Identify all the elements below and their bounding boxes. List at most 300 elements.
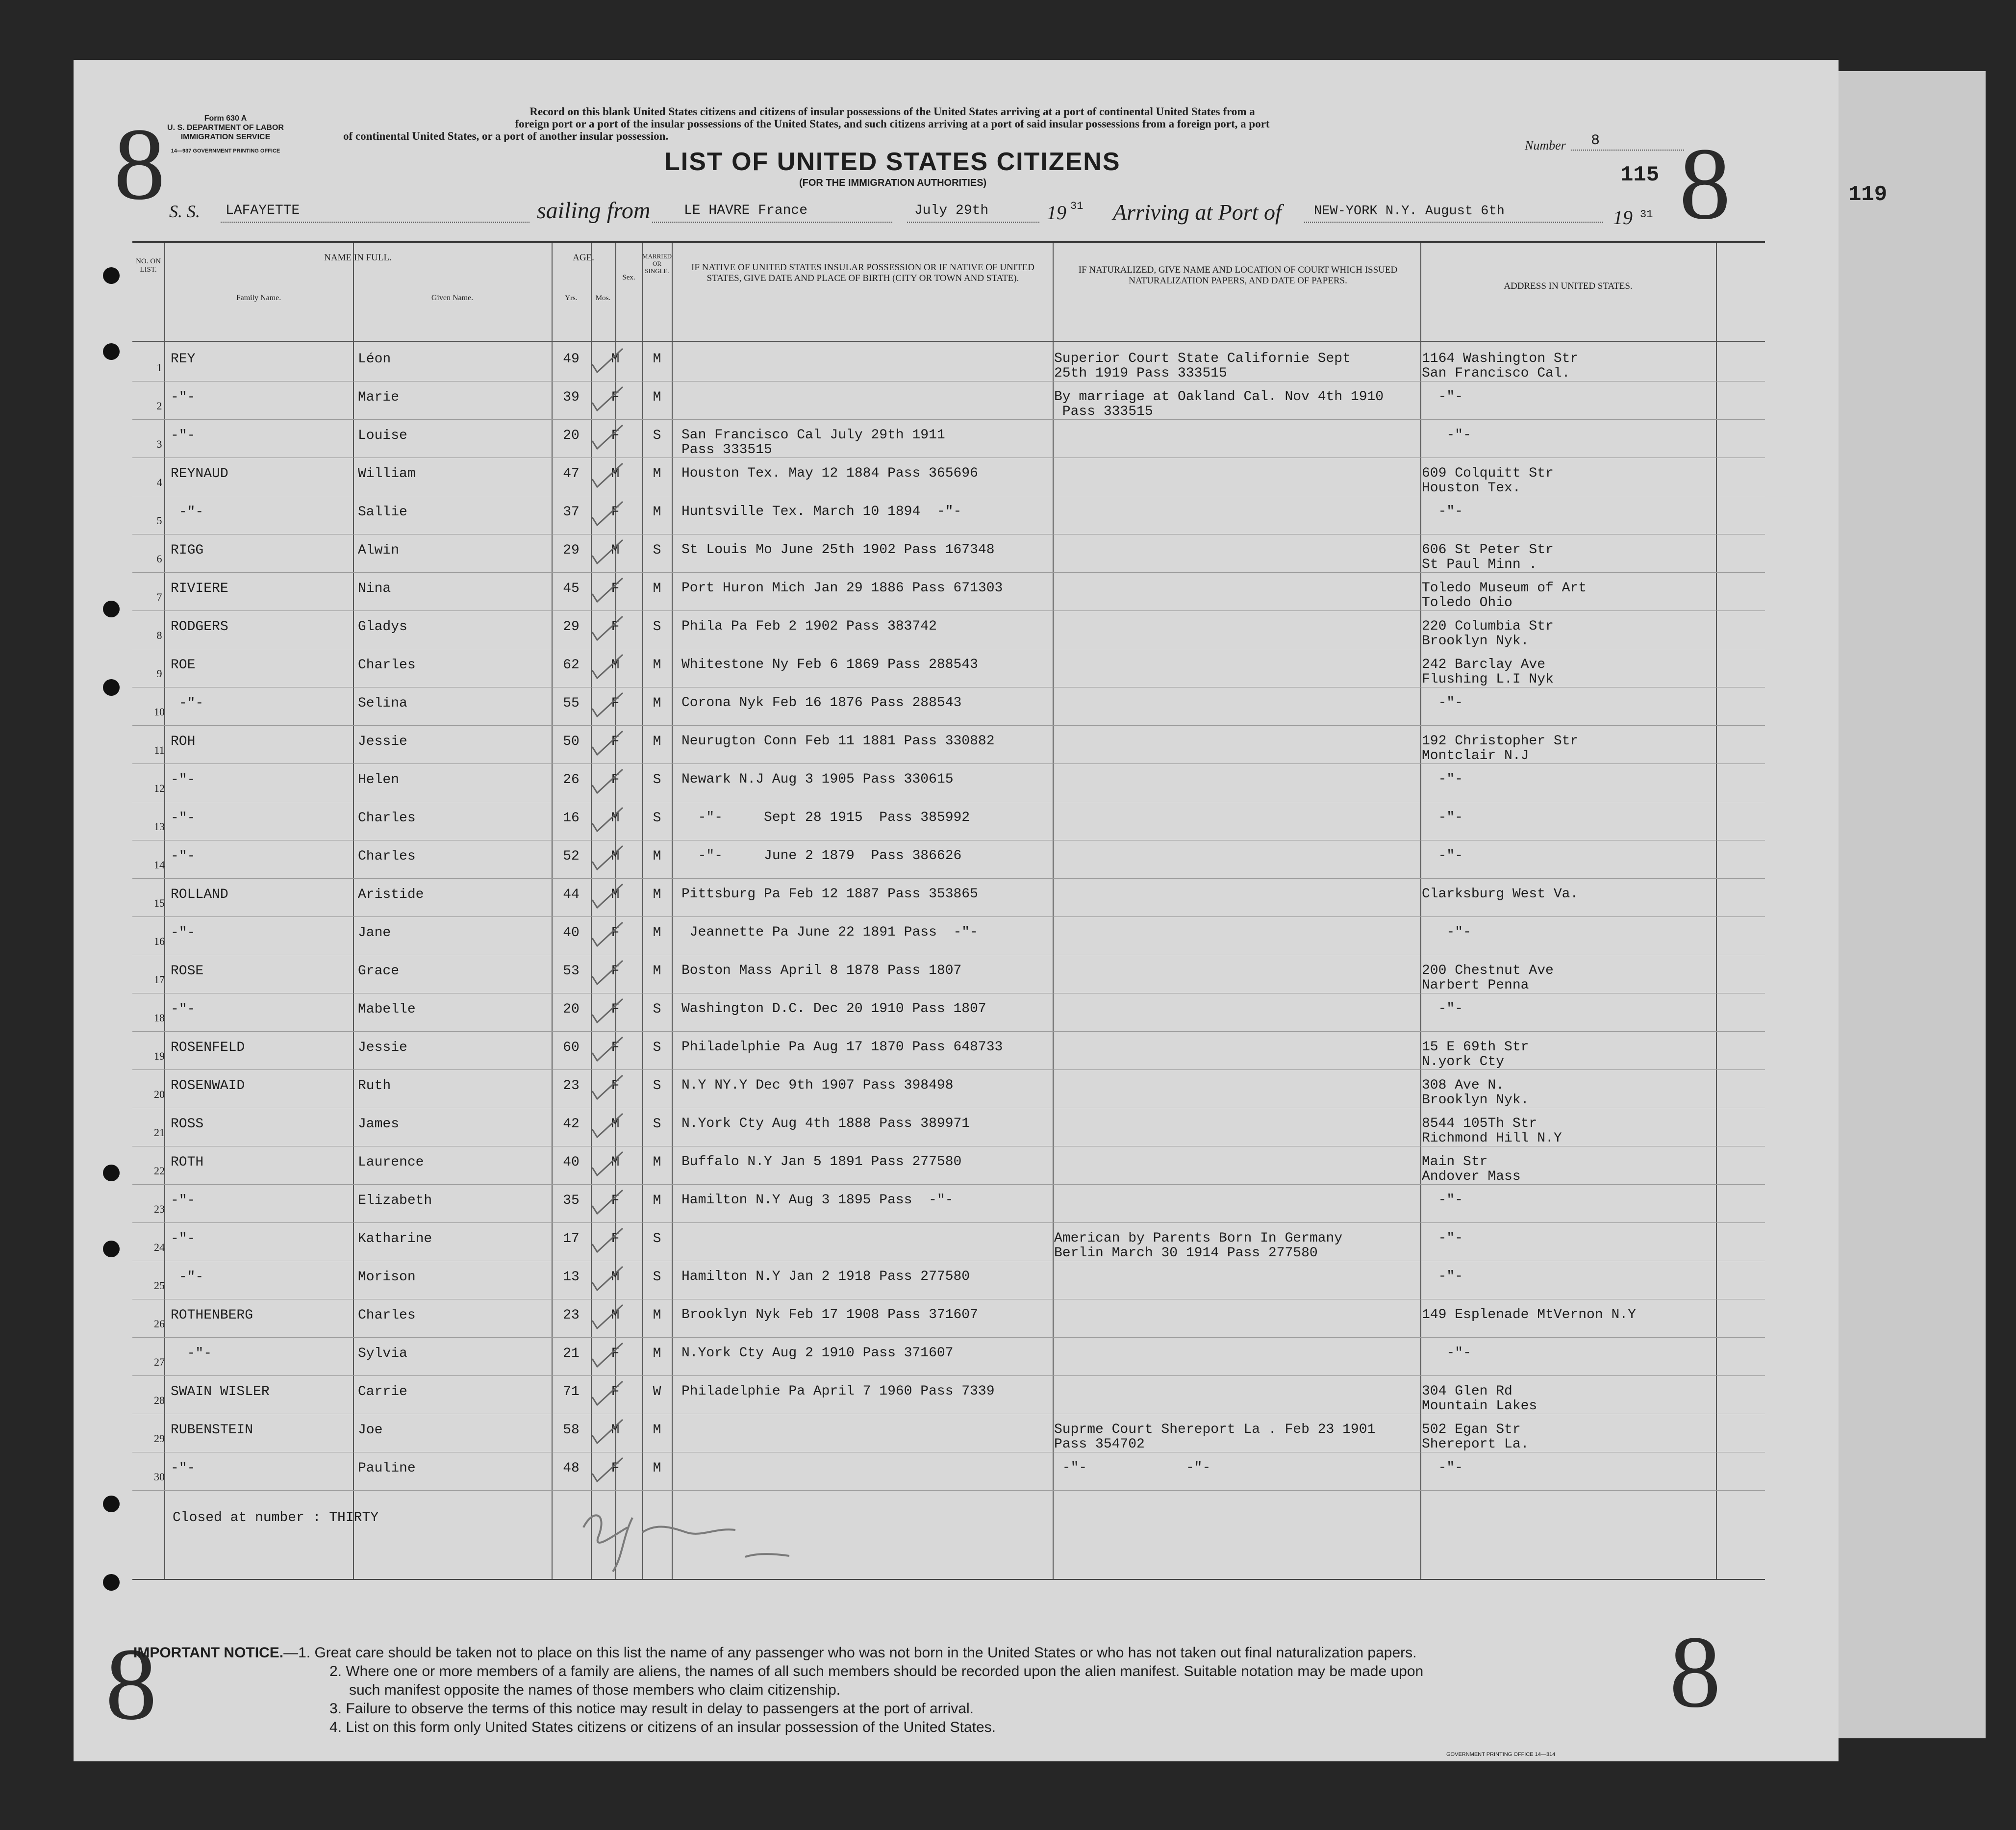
- record-instructions: [343, 105, 1441, 142]
- marital-status-cell: S: [653, 619, 661, 635]
- notice-heading: IMPORTANT NOTICE.: [133, 1645, 284, 1661]
- arrival-port-date: NEW-YORK N.Y. August 6th: [1314, 204, 1505, 219]
- check-mark: [588, 1303, 628, 1332]
- footer-printing-office: GOVERNMENT PRINTING OFFICE 14—314: [1446, 1752, 1556, 1757]
- address-cell: Clarksburg West Va.: [1422, 887, 1579, 902]
- birth-info-cell: Port Huron Mich Jan 29 1886 Pass 671303: [681, 581, 1003, 596]
- given-name-cell: Helen: [358, 772, 400, 788]
- age-cell: 62: [563, 658, 580, 673]
- given-name-cell: Morison: [358, 1270, 416, 1285]
- sex-cell: F: [611, 1078, 620, 1093]
- check-mark: [588, 1035, 628, 1065]
- row-number: 2: [156, 400, 162, 412]
- family-name-cell: -"-: [171, 1270, 204, 1285]
- birth-info-cell: Philadelphie Pa April 7 1960 Pass 7339: [681, 1384, 995, 1399]
- family-name-cell: ROSENWAID: [171, 1078, 245, 1093]
- marital-status-cell: M: [653, 1423, 661, 1438]
- sex-cell: M: [611, 1270, 620, 1285]
- table-row: [132, 811, 1765, 840]
- family-name-cell: RUBENSTEIN: [171, 1423, 253, 1438]
- address-cell: -"-: [1422, 1231, 1463, 1246]
- check-mark: [588, 1188, 628, 1218]
- marital-status-cell: S: [653, 772, 661, 788]
- table-row: [132, 849, 1765, 878]
- birth-info-cell: -"- Sept 28 1915 Pass 385992: [681, 810, 970, 825]
- header-no: NO. ON LIST.: [136, 257, 161, 274]
- table-row: [132, 1384, 1765, 1414]
- table-row: [132, 734, 1765, 763]
- marital-status-cell: M: [653, 1308, 661, 1323]
- table-row: [132, 925, 1765, 955]
- table-row: [132, 887, 1765, 916]
- header-name-in-full: NAME IN FULL.: [324, 253, 392, 263]
- age-cell: 44: [563, 887, 580, 902]
- table-row: [132, 1193, 1765, 1222]
- table-row: [132, 1078, 1765, 1108]
- age-cell: 29: [563, 619, 580, 635]
- family-name-cell: -"-: [171, 428, 196, 443]
- birth-info-cell: Buffalo N.Y Jan 5 1891 Pass 277580: [681, 1154, 962, 1169]
- family-name-cell: ROE: [171, 658, 196, 673]
- marital-status-cell: M: [653, 964, 661, 979]
- given-name-cell: William: [358, 466, 416, 482]
- table-row: [132, 964, 1765, 993]
- age-cell: 71: [563, 1384, 580, 1399]
- birth-info-cell: Washington D.C. Dec 20 1910 Pass 1807: [681, 1001, 986, 1017]
- age-cell: 53: [563, 964, 580, 979]
- check-mark: [588, 1112, 628, 1141]
- family-name-cell: RIVIERE: [171, 581, 228, 596]
- birth-info-cell: Neurugton Conn Feb 11 1881 Pass 330882: [681, 734, 995, 749]
- sex-cell: F: [611, 581, 620, 596]
- check-mark: [588, 806, 628, 835]
- sex-cell: F: [611, 390, 620, 405]
- given-name-cell: Jessie: [358, 1040, 407, 1055]
- table-row: [132, 1117, 1765, 1146]
- address-cell: 149 Esplenade MtVernon N.Y: [1422, 1307, 1636, 1322]
- row-number: 7: [156, 591, 162, 603]
- table-row: [132, 352, 1765, 381]
- check-mark: [588, 691, 628, 720]
- check-mark: [588, 538, 628, 567]
- table-row: [132, 428, 1765, 458]
- form-block: [147, 114, 304, 156]
- corner-number-bottom-left: 8: [105, 1627, 157, 1741]
- given-name-cell: Jane: [358, 925, 391, 940]
- header-years: Yrs.: [565, 294, 578, 302]
- address-cell: 308 Ave N. Brooklyn Nyk.: [1422, 1078, 1529, 1108]
- punch-hole: [103, 1241, 120, 1257]
- sex-cell: F: [611, 964, 620, 979]
- birth-info-cell: Pittsburg Pa Feb 12 1887 Pass 353865: [681, 887, 978, 902]
- birth-info-cell: Hamilton N.Y Aug 3 1895 Pass -"-: [681, 1193, 954, 1208]
- marital-status-cell: M: [653, 505, 661, 520]
- check-mark: [588, 653, 628, 682]
- check-mark: [588, 576, 628, 606]
- address-cell: 609 Colquitt Str Houston Tex.: [1422, 466, 1554, 496]
- family-name-cell: SWAIN WISLER: [171, 1384, 270, 1399]
- birth-info-cell: Jeannette Pa June 22 1891 Pass -"-: [681, 925, 978, 940]
- age-cell: 16: [563, 811, 580, 826]
- marital-status-cell: M: [653, 1346, 661, 1361]
- age-cell: 47: [563, 466, 580, 482]
- age-cell: 50: [563, 734, 580, 749]
- sex-cell: M: [611, 466, 620, 482]
- age-cell: 17: [563, 1231, 580, 1246]
- naturalization-cell: Superior Court State Californie Sept 25th 1919 Pass 333515: [1054, 351, 1351, 381]
- family-name-cell: -"-: [171, 849, 196, 864]
- birth-info-cell: Hamilton N.Y Jan 2 1918 Pass 277580: [681, 1269, 970, 1284]
- marital-status-cell: S: [653, 1231, 661, 1246]
- given-name-cell: Léon: [358, 352, 391, 367]
- header-family-name: Family Name.: [236, 294, 281, 302]
- naturalization-cell: Suprme Court Shereport La . Feb 23 1901 Pass 354702: [1054, 1422, 1376, 1452]
- age-cell: 52: [563, 849, 580, 864]
- family-name-cell: -"-: [171, 390, 196, 405]
- age-cell: 48: [563, 1461, 580, 1476]
- row-number: 8: [156, 629, 162, 641]
- sex-cell: F: [611, 1346, 620, 1361]
- row-number: 19: [154, 1050, 165, 1062]
- given-name-cell: Pauline: [358, 1461, 416, 1476]
- check-mark: [588, 1073, 628, 1103]
- marital-status-cell: S: [653, 1078, 661, 1093]
- marital-status-cell: M: [653, 466, 661, 482]
- row-number: 24: [154, 1241, 165, 1253]
- age-cell: 39: [563, 390, 580, 405]
- family-name-cell: -"-: [171, 1461, 196, 1476]
- given-name-cell: Laurence: [358, 1155, 424, 1170]
- given-name-cell: James: [358, 1117, 400, 1132]
- stamped-page-number: 119: [1848, 182, 1888, 207]
- form-number: Form 630 A: [204, 114, 247, 123]
- marital-status-cell: M: [653, 1155, 661, 1170]
- age-cell: 20: [563, 428, 580, 443]
- row-number: 18: [154, 1012, 165, 1024]
- marital-status-cell: S: [653, 1002, 661, 1017]
- sex-cell: M: [611, 352, 620, 367]
- row-number: 15: [154, 897, 165, 909]
- sex-cell: F: [611, 1193, 620, 1208]
- age-cell: 42: [563, 1117, 580, 1132]
- punch-hole: [103, 1165, 120, 1181]
- row-number: 10: [154, 706, 165, 718]
- given-name-cell: Grace: [358, 964, 400, 979]
- given-name-cell: Charles: [358, 811, 416, 826]
- age-cell: 21: [563, 1346, 580, 1361]
- marital-status-cell: M: [653, 390, 661, 405]
- notice-item-4: 4. List on this form only United States citizens or citizens of an insular possession of the United States.: [329, 1719, 996, 1735]
- marital-status-cell: M: [653, 1193, 661, 1208]
- address-cell: -"-: [1422, 810, 1463, 825]
- address-cell: -"-: [1422, 1001, 1463, 1017]
- row-number: 3: [156, 438, 162, 450]
- notice-item-2: 2. Where one or more members of a family are aliens, the names of all such members should be recorded upon the alien manifest. Suitable notation may be made upon: [329, 1663, 1424, 1679]
- table-row: [132, 772, 1765, 802]
- age-cell: 20: [563, 1002, 580, 1017]
- table-row: [132, 1155, 1765, 1184]
- sex-cell: M: [611, 1117, 620, 1132]
- birth-info-cell: Brooklyn Nyk Feb 17 1908 Pass 371607: [681, 1307, 978, 1322]
- family-name-cell: -"-: [171, 1231, 196, 1246]
- service-name: IMMIGRATION SERVICE: [180, 133, 271, 141]
- age-cell: 23: [563, 1078, 580, 1093]
- marital-status-cell: M: [653, 658, 661, 673]
- sex-cell: M: [611, 1155, 620, 1170]
- address-cell: -"-: [1422, 1346, 1471, 1361]
- marital-status-cell: S: [653, 543, 661, 558]
- header-address: ADDRESS IN UNITED STATES.: [1504, 281, 1633, 291]
- row-number: 5: [156, 514, 162, 527]
- header-birth-info: IF NATIVE OF UNITED STATES INSULAR POSSESSION OR IF NATIVE OF UNITED STATES, GIVE DATE AND PLACE OF BIRTH (CITY OR TOWN AND STATE).: [691, 262, 1034, 283]
- given-name-cell: Jessie: [358, 734, 407, 749]
- given-name-cell: Nina: [358, 581, 391, 596]
- sex-cell: M: [611, 1308, 620, 1323]
- address-cell: 304 Glen Rd Mountain Lakes: [1422, 1384, 1537, 1414]
- row-number: 20: [154, 1088, 165, 1100]
- address-cell: -"-: [1422, 1193, 1463, 1208]
- birth-info-cell: San Francisco Cal July 29th 1911 Pass 333515: [681, 428, 945, 458]
- marital-status-cell: S: [653, 1040, 661, 1055]
- number-value: 8: [1591, 132, 1600, 149]
- table-row: [132, 1231, 1765, 1261]
- address-cell: 8544 105Th Str Richmond Hill N.Y: [1422, 1116, 1562, 1146]
- address-cell: 220 Columbia Str Brooklyn Nyk.: [1422, 619, 1554, 649]
- family-name-cell: ROSENFELD: [171, 1040, 245, 1055]
- sex-cell: M: [611, 543, 620, 558]
- family-name-cell: -"-: [171, 811, 196, 826]
- given-name-cell: Louise: [358, 428, 407, 443]
- age-cell: 45: [563, 581, 580, 596]
- sex-cell: F: [611, 925, 620, 940]
- address-cell: -"-: [1422, 772, 1463, 787]
- check-mark: [588, 729, 628, 759]
- row-number: 1: [156, 361, 162, 374]
- table-row: [132, 466, 1765, 496]
- row-number: 29: [154, 1432, 165, 1445]
- birth-info-cell: Newark N.J Aug 3 1905 Pass 330615: [681, 772, 954, 787]
- marital-status-cell: M: [653, 581, 661, 596]
- sex-cell: F: [611, 696, 620, 711]
- address-cell: 200 Chestnut Ave Narbert Penna: [1422, 963, 1554, 993]
- marital-status-cell: M: [653, 925, 661, 940]
- table-row: [132, 696, 1765, 725]
- family-name-cell: ROSE: [171, 964, 204, 979]
- family-name-cell: -"-: [171, 772, 196, 788]
- given-name-cell: Joe: [358, 1423, 383, 1438]
- age-cell: 60: [563, 1040, 580, 1055]
- marital-status-cell: S: [653, 428, 661, 443]
- row-number: 23: [154, 1203, 165, 1215]
- department-name: U. S. DEPARTMENT OF LABOR: [167, 124, 284, 132]
- row-number: 21: [154, 1126, 165, 1139]
- sex-cell: F: [611, 1231, 620, 1246]
- family-name-cell: -"-: [171, 925, 196, 940]
- given-name-cell: Katharine: [358, 1231, 432, 1246]
- age-cell: 40: [563, 1155, 580, 1170]
- birth-info-cell: -"- June 2 1879 Pass 386626: [681, 848, 962, 864]
- row-number: 28: [154, 1394, 165, 1406]
- family-name-cell: ROSS: [171, 1117, 204, 1132]
- birth-info-cell: N.York Cty Aug 2 1910 Pass 371607: [681, 1346, 954, 1361]
- sex-cell: M: [611, 1423, 620, 1438]
- check-mark: [588, 1418, 628, 1447]
- sex-cell: F: [611, 1384, 620, 1399]
- ss-label: S. S.: [169, 202, 200, 221]
- family-name-cell: RODGERS: [171, 619, 228, 635]
- printing-note: 14—937 GOVERNMENT PRINTING OFFICE: [171, 148, 280, 154]
- row-number: 17: [154, 973, 165, 986]
- family-name-cell: -"-: [171, 696, 204, 711]
- record-text-line: of continental United States, or a port of another insular possession.: [343, 130, 669, 142]
- table-row: [132, 543, 1765, 572]
- address-cell: 192 Christopher Str Montclair N.J: [1422, 734, 1579, 763]
- sex-cell: M: [611, 658, 620, 673]
- given-name-cell: Selina: [358, 696, 407, 711]
- birth-info-cell: N.York Cty Aug 4th 1888 Pass 389971: [681, 1116, 970, 1131]
- arriving-label: Arriving at Port of: [1113, 200, 1282, 225]
- address-cell: -"-: [1422, 1269, 1463, 1284]
- check-mark: [588, 882, 628, 912]
- given-name-cell: Aristide: [358, 887, 424, 902]
- naturalization-cell: -"- -"-: [1054, 1460, 1211, 1475]
- address-cell: Toledo Museum of Art Toledo Ohio: [1422, 581, 1587, 610]
- sex-cell: M: [611, 811, 620, 826]
- row-number: 14: [154, 859, 165, 871]
- check-mark: [588, 423, 628, 453]
- family-name-cell: REYNAUD: [171, 466, 228, 482]
- check-mark: [588, 1379, 628, 1409]
- given-name-cell: Carrie: [358, 1384, 407, 1399]
- year-prefix: 19: [1047, 202, 1066, 224]
- marital-status-cell: S: [653, 1117, 661, 1132]
- ship-name: LAFAYETTE: [226, 203, 300, 218]
- birth-info-cell: N.Y NY.Y Dec 9th 1907 Pass 398498: [681, 1078, 954, 1093]
- birth-info-cell: St Louis Mo June 25th 1902 Pass 167348: [681, 542, 995, 558]
- sex-cell: F: [611, 428, 620, 443]
- age-cell: 35: [563, 1193, 580, 1208]
- row-number: 22: [154, 1165, 165, 1177]
- sex-cell: M: [611, 849, 620, 864]
- corner-number-top-right: 8: [1679, 127, 1731, 241]
- marital-status-cell: W: [653, 1384, 661, 1399]
- important-notice: [133, 1644, 1423, 1737]
- punch-hole: [103, 267, 120, 284]
- family-name-cell: ROLLAND: [171, 887, 228, 902]
- check-mark: [588, 614, 628, 644]
- check-mark: [588, 997, 628, 1026]
- sailing-date: July 29th: [914, 203, 989, 218]
- check-mark: [588, 1265, 628, 1294]
- age-cell: 29: [563, 543, 580, 558]
- header-given-name: Given Name.: [431, 294, 474, 302]
- birth-info-cell: Phila Pa Feb 2 1902 Pass 383742: [681, 619, 937, 634]
- row-number: 9: [156, 667, 162, 680]
- age-cell: 58: [563, 1423, 580, 1438]
- row-number: 6: [156, 553, 162, 565]
- inspector-signature: [574, 1498, 809, 1581]
- age-cell: 40: [563, 925, 580, 940]
- table-row: [132, 1002, 1765, 1031]
- age-cell: 13: [563, 1270, 580, 1285]
- address-cell: 15 E 69th Str N.york Cty: [1422, 1040, 1529, 1069]
- age-cell: 37: [563, 505, 580, 520]
- row-number: 26: [154, 1318, 165, 1330]
- check-mark: [588, 1150, 628, 1179]
- address-cell: -"-: [1422, 848, 1463, 864]
- age-cell: 55: [563, 696, 580, 711]
- check-mark: [588, 767, 628, 797]
- record-text-line: foreign port or a port of the insular possessions of the United States, and such citizens arriving at a port of said insular possessions from a foreign port, a port: [515, 118, 1270, 130]
- table-row: [132, 1308, 1765, 1337]
- corner-number-top-left: 8: [114, 107, 165, 221]
- check-mark: [588, 1456, 628, 1485]
- birth-info-cell: Houston Tex. May 12 1884 Pass 365696: [681, 466, 978, 481]
- given-name-cell: Charles: [358, 658, 416, 673]
- age-cell: 49: [563, 352, 580, 367]
- table-row: [132, 619, 1765, 649]
- family-name-cell: -"-: [171, 1002, 196, 1017]
- given-name-cell: Charles: [358, 849, 416, 864]
- check-mark: [588, 500, 628, 529]
- marital-status-cell: M: [653, 849, 661, 864]
- sailing-label: sailing from: [537, 198, 651, 224]
- row-number: 4: [156, 476, 162, 488]
- check-mark: [588, 347, 628, 376]
- corner-number-bottom-right: 8: [1669, 1615, 1721, 1729]
- sex-cell: F: [611, 1040, 620, 1055]
- sex-cell: F: [611, 619, 620, 635]
- family-name-cell: RIGG: [171, 543, 204, 558]
- given-name-cell: Elizabeth: [358, 1193, 432, 1208]
- header-months: Mos.: [595, 294, 611, 302]
- birth-info-cell: Philadelphie Pa Aug 17 1870 Pass 648733: [681, 1040, 1003, 1055]
- record-text-line: Record on this blank United States citizens and citizens of insular possessions of the United States arriving at a port of continental United States from a: [529, 105, 1255, 118]
- arrival-year: 31: [1640, 208, 1653, 221]
- given-name-cell: Marie: [358, 390, 400, 405]
- table-row: [132, 581, 1765, 610]
- family-name-cell: ROTHENBERG: [171, 1308, 253, 1323]
- year-prefix: 19: [1613, 206, 1633, 229]
- birth-info-cell: Huntsville Tex. March 10 1894 -"-: [681, 504, 962, 519]
- number-label: Number: [1525, 138, 1566, 152]
- given-name-cell: Sylvia: [358, 1346, 407, 1361]
- check-mark: [588, 461, 628, 491]
- address-cell: 606 St Peter Str St Paul Minn .: [1422, 542, 1554, 572]
- notice-item-2-cont: such manifest opposite the names of those members who claim citizenship.: [349, 1682, 841, 1698]
- check-mark: [588, 385, 628, 414]
- sex-cell: F: [611, 734, 620, 749]
- sex-cell: M: [611, 887, 620, 902]
- birth-info-cell: Boston Mass April 8 1878 Pass 1807: [681, 963, 962, 978]
- naturalization-cell: By marriage at Oakland Cal. Nov 4th 1910 Pass 333515: [1054, 389, 1384, 419]
- table-row: [132, 658, 1765, 687]
- notice-item-1: —1. Great care should be taken not to place on this list the name of any passenger who was not born in the United States or who has not taken out final naturalization papers.: [283, 1645, 1417, 1661]
- header-naturalization: IF NATURALIZED, GIVE NAME AND LOCATION OF COURT WHICH ISSUED NATURALIZATION PAPERS, AND DATE OF PAPERS.: [1078, 265, 1398, 286]
- check-mark: [588, 844, 628, 873]
- check-mark: [588, 920, 628, 950]
- family-name-cell: ROTH: [171, 1155, 204, 1170]
- address-cell: -"-: [1422, 428, 1471, 443]
- family-name-cell: -"-: [171, 505, 204, 520]
- check-mark: [588, 1226, 628, 1256]
- page-subtitle: (FOR THE IMMIGRATION AUTHORITIES): [799, 178, 987, 188]
- check-mark: [588, 959, 628, 988]
- punch-hole: [103, 679, 120, 696]
- address-cell: 502 Egan Str Shereport La.: [1422, 1422, 1529, 1452]
- given-name-cell: Sallie: [358, 505, 407, 520]
- check-mark: [588, 1341, 628, 1371]
